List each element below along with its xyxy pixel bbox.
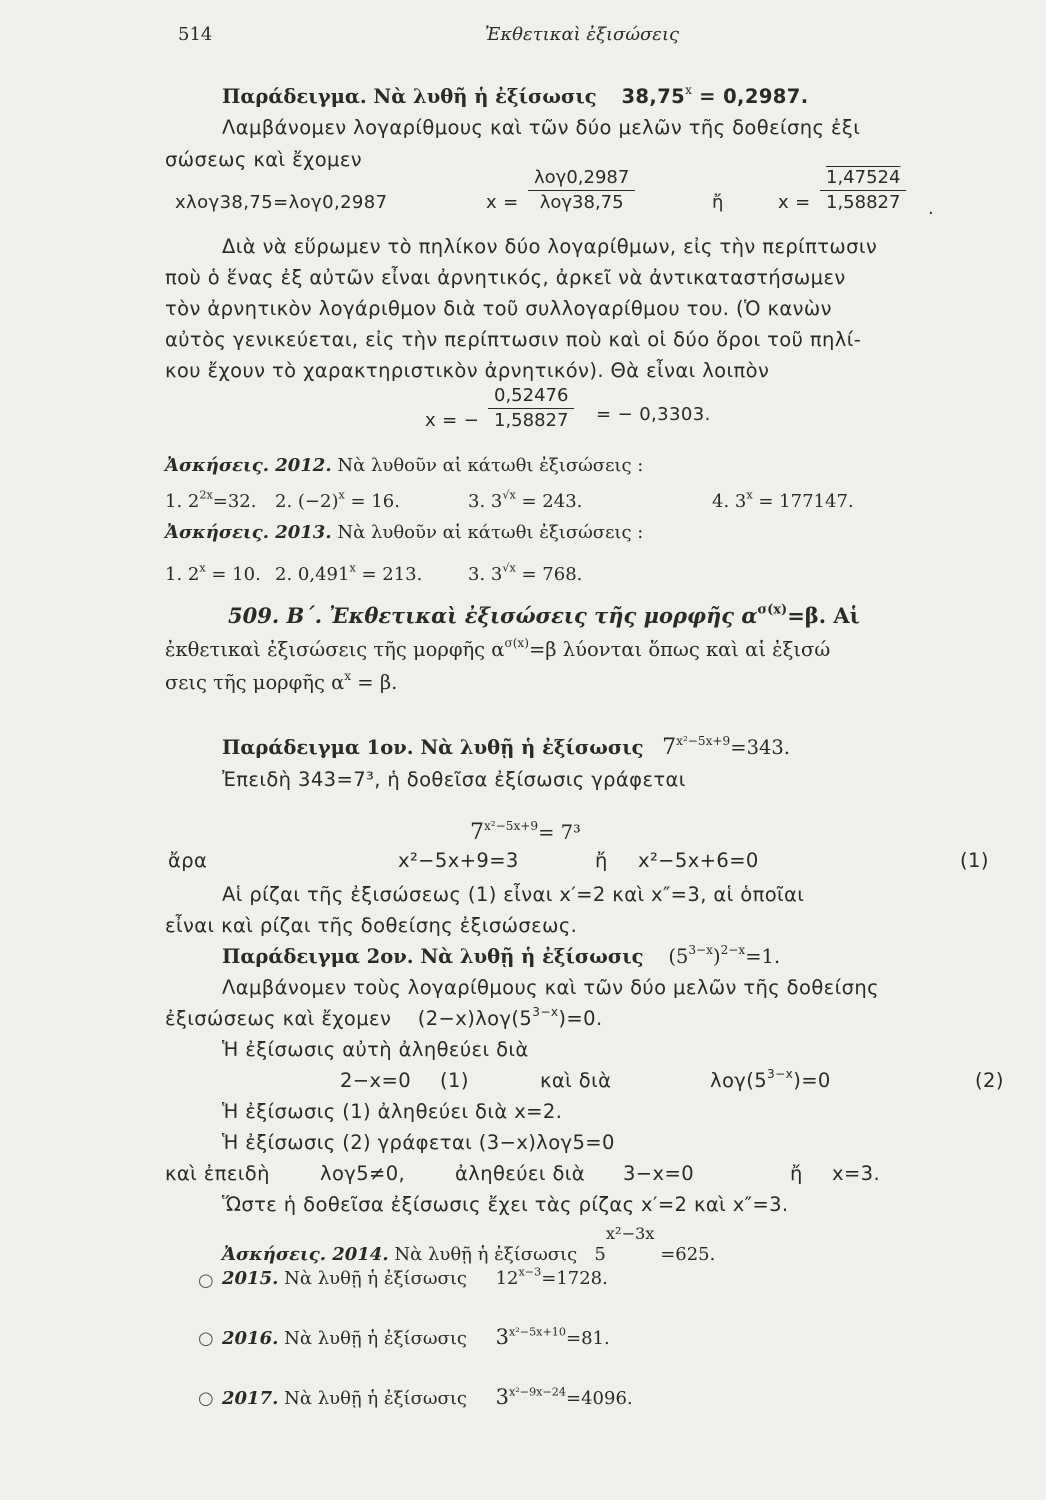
eq-exp: x²−5x+10 [508,1325,566,1339]
eq-part: (5 [668,945,689,968]
formula-2-rhs: = − 0,3303. [596,404,711,425]
fraction-numerator: 0,52476 [488,384,574,409]
example-2-eq2 [470,820,581,846]
exercise-2012-eq1 [165,489,256,515]
text-b: λογ(5 [710,1069,768,1092]
eq-exp: 2x [199,488,213,502]
example-3-eq4-n1: (1) [440,1069,469,1092]
text-b: (2−x)λογ(5 [417,1007,533,1030]
example-3-line6-a: καὶ ἐπειδὴ [165,1162,270,1185]
fraction-denominator: λογ38,75 [539,192,624,213]
formula-1-end: . [928,198,935,219]
fraction-denominator: 1,58827 [494,410,569,431]
example-2-line1: Ἐπειδὴ 343=7³, ἡ δοθεῖσα ἐξίσωσις γράφεται [222,768,686,791]
fraction-numerator: λογ0,2987 [528,166,635,191]
formula-1-fraction-2 [820,166,906,215]
pencil-mark-icon: ○ [198,1270,214,1291]
formula-1-x: x = [486,192,519,213]
exercise-label: Ἀσκήσεις. 2012. [165,455,332,476]
exercise-label: 2017. [222,1388,279,1409]
section-509-line1 [165,637,830,663]
eq-exp: x−3 [518,1265,542,1279]
eq-base: 4. 3 [712,491,747,512]
text-a: σεις τῆς μορφῆς α [165,671,345,694]
example-2-eq3: x²−5x+9=3 [398,849,519,872]
eq-exp: x [199,561,206,575]
formula-2-fraction [488,384,574,433]
ex1-p4: αὐτὸς γενικεύεται, εἰς τὴν περίπτωσιν ποὺ καὶ οἱ δύο ὅροι τοῦ πηλί- [165,328,862,351]
example-2-p1: Αἱ ρίζαι τῆς ἐξισώσεως (1) εἶναι x′=2 καὶ x″=3, αἱ ὁποῖαι [222,883,805,906]
fraction-numerator: 1,47524 [820,166,906,191]
text-c: )=0 [793,1069,831,1092]
example-3-line4: Ἡ ἐξίσωσις (1) ἀληθεύει διὰ x=2. [222,1100,563,1123]
eq-rhs: = 213. [355,564,423,585]
exercise-2012-title [165,453,643,479]
text-c: )=0. [558,1007,603,1030]
heading-exp: σ(x) [757,602,788,618]
eq-mid: ) [712,945,721,968]
example-2-ara: ἄρα [168,849,208,872]
eq-rhs: = 243. [515,491,583,512]
eq-rhs: =32. [212,491,257,512]
example-3-line6-e: x=3. [832,1162,881,1185]
example-1-title [222,84,809,110]
example-3-line1: Λαμβάνομεν τοὺς λογαρίθμους καὶ τῶν δύο μελῶν τῆς δοθείσης [222,976,879,999]
eq-exp: 3−x [688,942,713,957]
example-2-or: ἤ [595,849,608,872]
eq-rhs: = 16. [344,491,400,512]
eq-rhs: =81. [566,1328,610,1349]
eq-exp: √x [502,561,516,575]
eq-exp2: 2−x [720,942,746,957]
exercise-2013-eq2 [275,562,422,588]
eq-rhs: =1728. [541,1268,608,1289]
eq-base: 3. 3 [468,564,503,585]
ex1-line2: σώσεως καὶ ἔχομεν [165,148,363,171]
example-3-line5: Ἡ ἐξίσωσις (2) γράφεται (3−x)λογ5=0 [222,1131,615,1154]
text-b: = β. [351,671,398,694]
exercise-2017 [222,1384,633,1412]
exercise-label: Ἀσκήσεις. 2014. [222,1244,389,1266]
fraction-denominator: 1,58827 [826,192,901,213]
example-3-line2 [165,1006,603,1032]
pencil-mark-icon: ○ [198,1388,214,1409]
eq-base: 38,75 [621,85,686,108]
exercise-2015 [222,1266,608,1292]
text-exp: 3−x [532,1004,559,1019]
eq-exp: x [338,488,345,502]
text-exp: x [344,668,352,683]
exercise-2013-eq3 [468,562,582,588]
exercise-2013-eq1 [165,562,261,588]
exercise-text: Νὰ λυθῇ ἡ ἐξίσωσις [394,1244,578,1266]
heading-tail: Αἱ [833,603,860,628]
eq-rhs: = 768. [515,564,583,585]
section-509-heading [228,603,860,629]
eq-base: 3. 3 [468,491,503,512]
example-3-line7: Ὥστε ἡ δοθεῖσα ἐξίσωσις ἔχει τὰς ρίζας x′=2 καὶ x″=3. [222,1193,789,1216]
heading-end: =β. [787,603,827,628]
eq-rhs: = 0,2987. [691,85,809,108]
text-a: ἐξισώσεως καὶ ἔχομεν [165,1007,392,1030]
ex1-p2: ποὺ ὁ ἕνας ἐξ αὐτῶν εἶναι ἀρνητικός, ἀρκεῖ νὰ ἀντικαταστήσωμεν [165,266,846,289]
eq-base: 7 [470,820,484,845]
eq-exp: x²−5x+9 [676,733,731,748]
formula-1-or: ἤ [712,192,724,213]
example-2-title [222,735,790,761]
formula-2-x: x = − [425,410,480,431]
eq-base: 3 [495,1385,509,1409]
example-2-eq-number: (1) [960,849,989,872]
example-3-line6-d: 3−x=0 [623,1162,695,1185]
ex1-p3: τὸν ἀρνητικὸν λογάριθμον διὰ τοῦ συλλογαρίθμου του. (Ὁ κανὼν [165,297,832,320]
exercise-text: Νὰ λυθῇ ἡ ἐξίσωσις [284,1388,467,1409]
eq-exp: x²−3x [605,1224,655,1243]
example-3-eq4-n2: (2) [975,1069,1004,1092]
eq-base: 1. 2 [165,564,200,585]
pencil-mark-icon: ○ [198,1328,214,1349]
example-2-p2: εἶναι καὶ ρίζαι τῆς δοθείσης ἐξισώσεως. [165,914,578,937]
ex1-line1: Λαμβάνομεν λογαρίθμους καὶ τῶν δύο μελῶν τῆς δοθείσης ἐξι [222,116,861,139]
eq-rhs: = 177147. [752,491,854,512]
eq-exp: x [349,561,356,575]
exercise-label: 2015. [222,1268,279,1289]
eq-exp: x [746,488,753,502]
section-509-line2 [165,670,397,696]
running-title: Ἐκθετικαὶ ἐξισώσεις [485,24,680,45]
exercise-2012-eq2 [275,489,400,515]
eq-base: 12 [495,1268,519,1289]
exercise-label: Ἀσκήσεις. 2013. [165,522,332,543]
eq-base: 7 [662,735,677,760]
eq-rhs: = 7³ [538,821,581,844]
example-2-eq3b: x²−5x+6=0 [638,849,759,872]
exercise-2012-eq4 [712,489,854,515]
exercise-2013-title [165,520,643,546]
exercise-2016 [222,1324,610,1352]
example-3-eq4b [710,1068,831,1094]
example-3-eq4a: 2−x=0 [340,1069,412,1092]
eq-rhs: =1. [745,945,781,968]
eq-base: 3 [495,1325,509,1349]
text-b: =β λύονται ὅπως καὶ αἱ ἐξισώ [528,638,831,661]
formula-1-x2: x = [778,192,811,213]
ex1-p5: κου ἔχουν τὸ χαρακτηριστικὸν ἀρνητικόν). Θὰ εἶναι λοιπὸν [165,359,770,382]
eq-rhs: = 10. [205,564,261,585]
eq-rhs: =625. [660,1244,716,1266]
example-3-line6-or: ἤ [790,1162,803,1185]
eq-rhs: =4096. [566,1388,633,1409]
example-3-title [222,944,780,970]
exercise-text: Νὰ λυθοῦν αἱ κάτωθι ἐξισώσεις : [337,455,644,476]
heading-text: 509. Β΄. Ἐκθετικαὶ ἐξισώσεις τῆς μορφῆς α [228,603,758,628]
text-exp: 3−x [767,1066,794,1081]
text-a: ἐκθετικαὶ ἐξισώσεις τῆς μορφῆς α [165,638,505,661]
eq-base: 5 [594,1244,606,1266]
page-number: 514 [178,24,213,45]
eq-exp: x²−5x+9 [484,818,539,833]
example-3-line3: Ἡ ἐξίσωσις αὐτὴ ἀληθεύει διὰ [222,1038,529,1061]
formula-1-fraction [528,166,635,215]
exercise-label: 2016. [222,1328,279,1349]
eq-base: 2. 0,491 [275,564,350,585]
exercise-2012-eq3 [468,489,582,515]
example-label: Παράδειγμα 2ον. Νὰ λυθῇ ἡ ἐξίσωσις [222,945,644,968]
exercise-2014 [222,1224,716,1268]
eq-base: 2. (−2) [275,491,339,512]
example-3-eq4-and: καὶ διὰ [540,1069,612,1092]
ex1-p1: Διὰ νὰ εὕρωμεν τὸ πηλίκον δύο λογαρίθμων, εἰς τὴν περίπτωσιν [222,235,878,258]
text-exp: σ(x) [504,635,529,650]
eq-exp: x²−9x−24 [508,1385,566,1399]
eq-base: 1. 2 [165,491,200,512]
exercise-text: Νὰ λυθῇ ἡ ἐξίσωσις [284,1328,467,1349]
exercise-text: Νὰ λυθῇ ἡ ἐξίσωσις [284,1268,467,1289]
example-label: Παράδειγμα 1ον. Νὰ λυθῇ ἡ ἐξίσωσις [222,736,644,759]
eq-rhs: =343. [730,736,790,759]
exercise-text: Νὰ λυθοῦν αἱ κάτωθι ἐξισώσεις : [337,522,644,543]
example-label: Παράδειγμα. Νὰ λυθῆ ἡ ἐξίσωσις [222,85,597,108]
example-3-line6-b: λογ5≠0, [320,1162,406,1185]
example-3-line6-c: ἀληθεύει διὰ [455,1162,586,1185]
formula-1-left: xλογ38,75=λογ0,2987 [175,192,388,213]
eq-exp: √x [502,488,516,502]
eq-exp: x [685,82,692,97]
